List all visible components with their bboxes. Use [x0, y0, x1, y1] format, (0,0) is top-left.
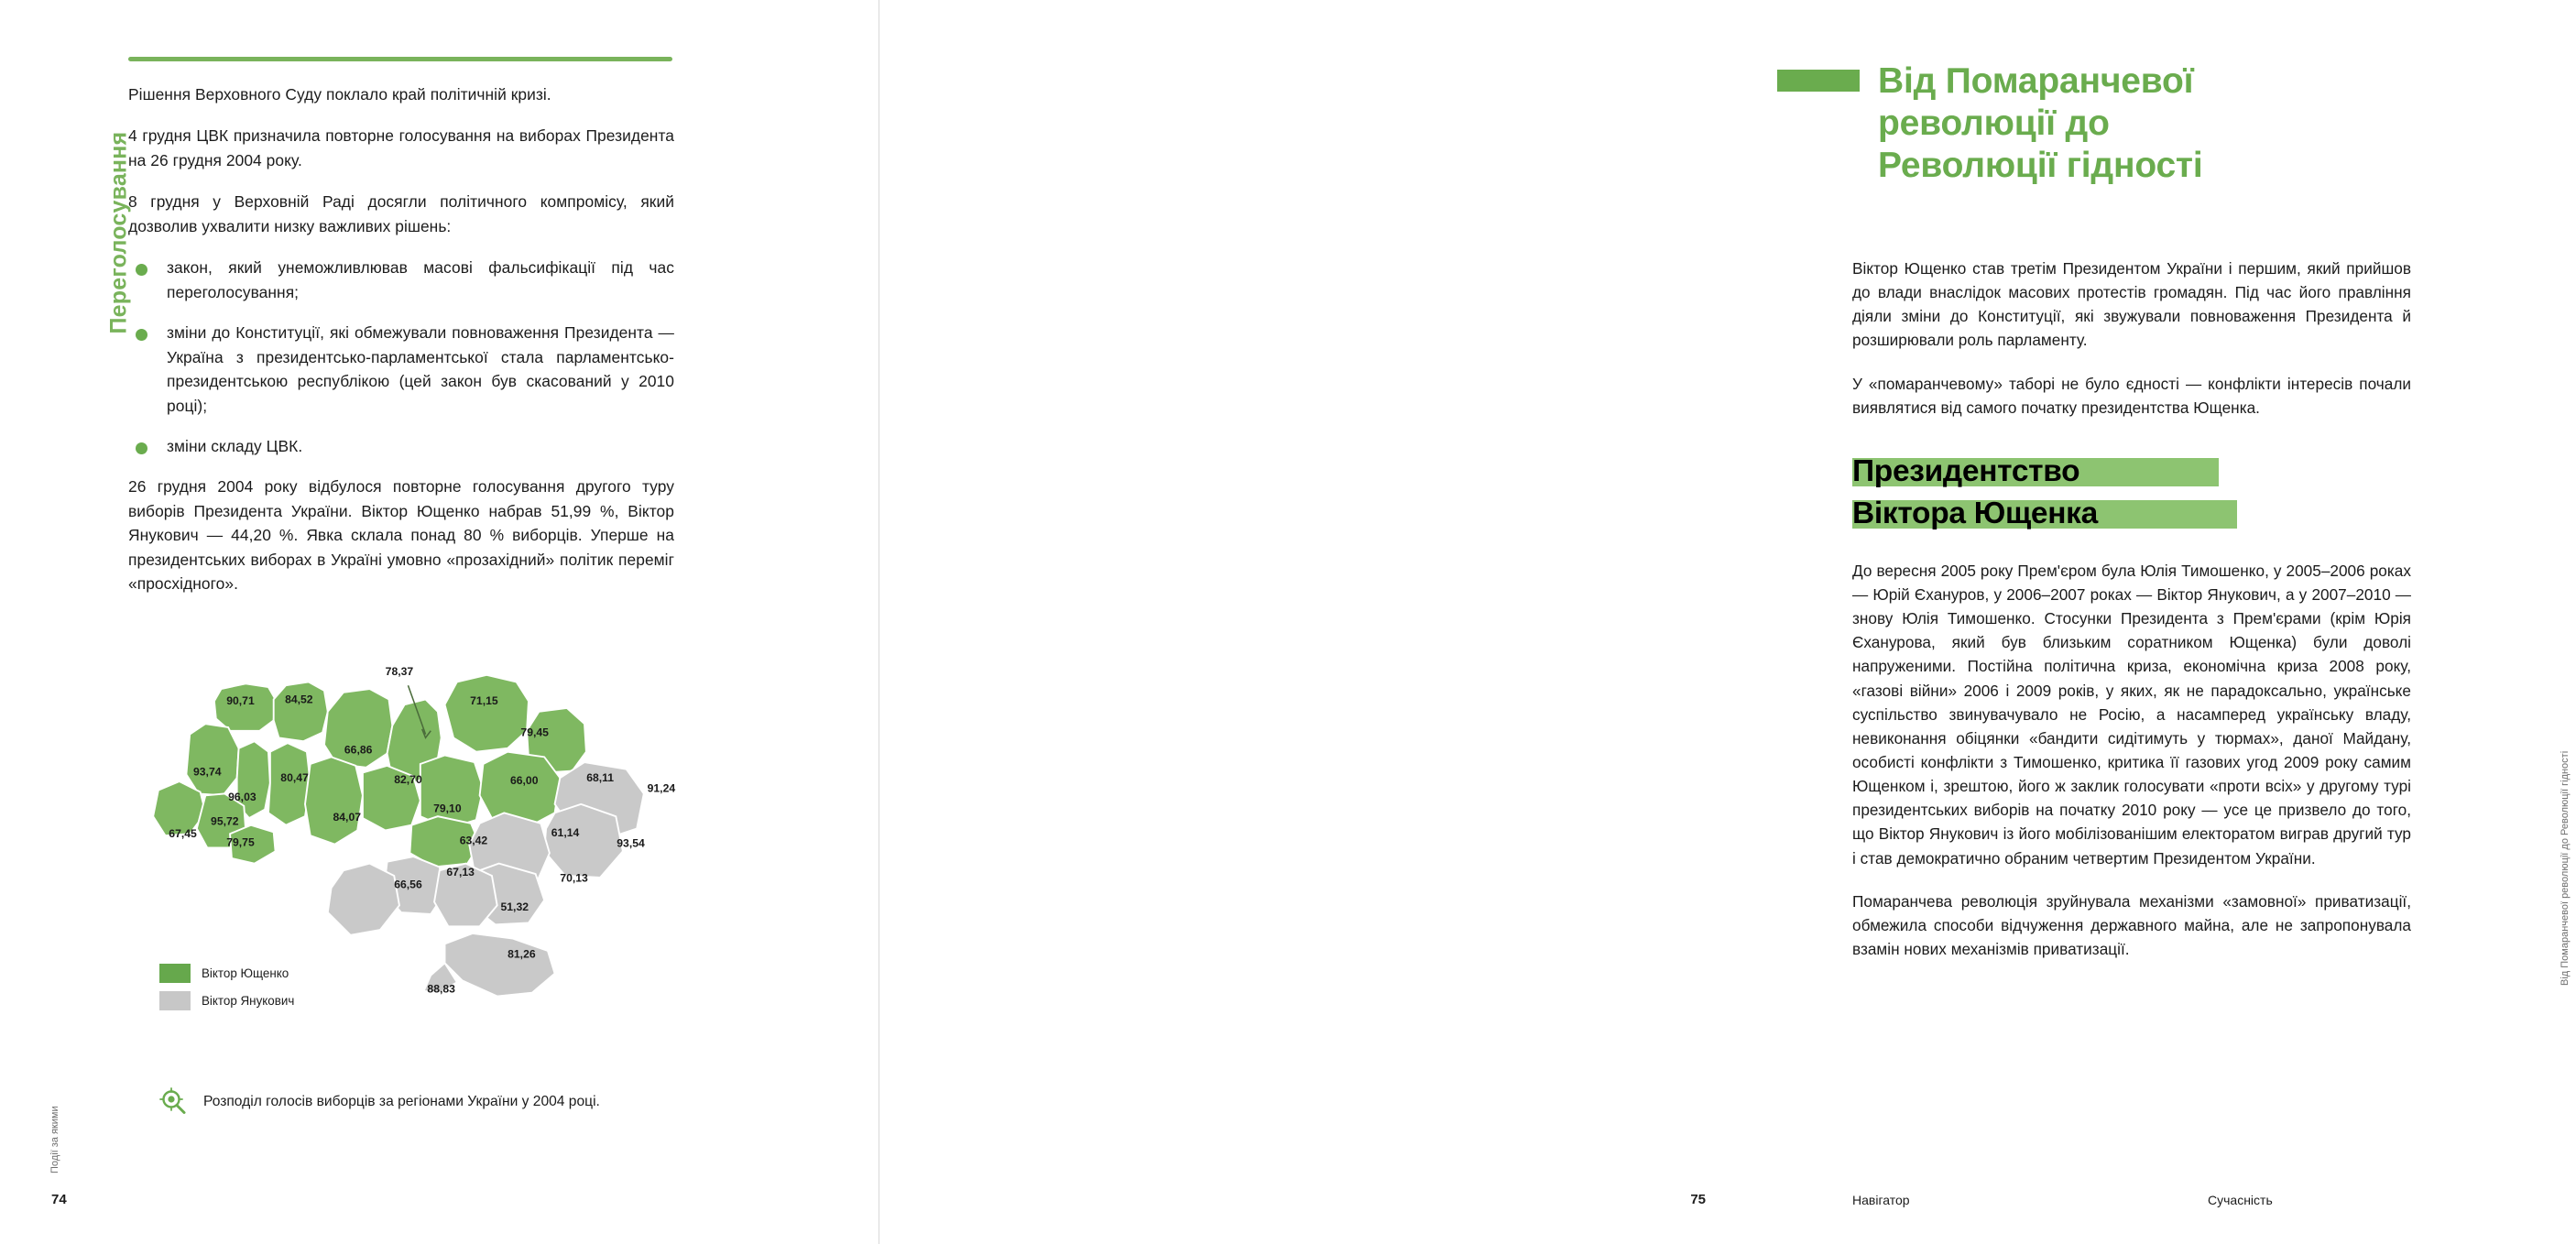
section-heading-line [1852, 453, 2310, 491]
chapter-header [1777, 60, 2290, 187]
left-side-tab-small-label: Події за якими [49, 1106, 60, 1173]
map-region-value: 91,24 [647, 781, 676, 795]
left-side-tab [90, 66, 132, 341]
figure-caption [158, 1086, 726, 1118]
right-side-tab [2554, 623, 2576, 989]
map-region-value: 93,54 [617, 836, 645, 850]
map-region-value: 66,56 [394, 878, 422, 891]
bullet-dot-icon [136, 264, 147, 276]
map-region-value: 93,74 [193, 765, 222, 779]
page-number-right: 75 [1690, 1192, 1706, 1207]
legend-label: Віктор Ющенко [202, 966, 289, 980]
map-region-value: 51,32 [500, 900, 529, 914]
map-region-value: 81,26 [508, 947, 536, 961]
list-item [128, 321, 674, 418]
left-side-tab-label: Переголосування [105, 131, 132, 334]
list-item-label: зміни складу ЦВК. [167, 436, 303, 455]
list-item-label: закон, який унеможливлював масові фальсифікації під час переголосування; [167, 258, 674, 301]
map-region-value: 79,45 [520, 726, 549, 739]
legend-label: Віктор Янукович [202, 994, 295, 1008]
paragraph: 8 грудня у Верховній Раді досягли політичного компромісу, який дозволив ухвалити низку важливих рішень: [128, 192, 674, 235]
map-region-value: 90,71 [226, 694, 255, 708]
paragraph: 26 грудня 2004 року відбулося повторне голосування другого туру виборів Президента України. Віктор Ющенко набрав 51,99 %, Віктор Янукович — 44,20 %. Явка склала понад 80 % виборців. Уперше на президентських виборах в Україні умовно «прозахідний» політик переміг «просхідного». [128, 477, 674, 594]
map-region-value: 67,45 [169, 827, 197, 841]
top-rule [128, 57, 672, 61]
right-side-tab-label: Від Помаранчевої революції до Революції гідності [2560, 750, 2571, 986]
bullet-dot-icon [136, 329, 147, 341]
header-accent-bar [1777, 70, 1860, 92]
map-region-value: 67,13 [446, 865, 475, 878]
map-region-value: 84,07 [333, 810, 361, 824]
map-region-value: 63,42 [459, 834, 488, 847]
caption-label: Розподіл голосів виборців за регіонами України у 2004 році. [203, 1094, 600, 1110]
legend-swatch-yushchenko [159, 964, 191, 983]
right-text-column [1852, 256, 2411, 980]
map-region-value: 88,83 [427, 982, 455, 996]
list-item [128, 434, 674, 458]
map-region-value: 61,14 [551, 826, 580, 840]
footer-left-label: Навігатор [1852, 1193, 1910, 1207]
magnifier-icon [158, 1086, 189, 1118]
list-item [128, 256, 674, 304]
list-item-label: зміни до Конституції, які обмежували повноваження Президента — Україна з президентсько-парламентської стала парламентсько-президентською республікою (цей закон був скасований у 2010 році); [167, 323, 674, 415]
map-region-value: 70,13 [560, 871, 588, 885]
legend-item [159, 991, 370, 1010]
map-region-value: 68,11 [586, 771, 615, 785]
section-heading-line [1852, 495, 2310, 533]
map-region-value: 79,10 [433, 802, 462, 815]
paragraph: До вересня 2005 року Прем'єром була Юлія Тимошенко, у 2005–2006 роках — Юрій Єхануров, у 2006–2007 роках — Віктор Янукович, а у 2007–2010 — знову Юлія Тимошенко. Стосунки Президента з Прем'єрами (крім Юрія Єханурова, який був близьким соратником Ющенка) були доволі напруженими. Постійна політична криза, економічна криза 2008 року, «газові війни» 2006 і 2009 років, у яких, як не парадоксально, українське суспільство звинувачувало не Росію, а насамперед українську владу, невиконання обіцянки «бандити сидітимуть у тюрмах», даної Майдану, особисті конфлікти з Тимошенко, критика її газових угод 2009 року самим Ющенком і, зрештою, його ж заклик голосувати «проти всіх» у другому турі президентських виборів на початку 2010 року — усе це призвело до того, що Віктор Янукович із його мобілізованішим електоратом виграв другий тур і став демократично обраним четвертим Президентом України. [1852, 561, 2411, 868]
map-region-value: 71,15 [470, 694, 498, 708]
paragraph: Помаранчева революція зруйнувала механізми «замовної» приватизації, обмежила способи відчуження державного майна, але не запропонувала взамін нових механізмів приватизації. [1852, 891, 2411, 958]
paragraph: 4 грудня ЦВК призначила повторне голосування на виборах Президента на 26 грудня 2004 року. [128, 126, 674, 169]
map-region-value: 79,75 [226, 835, 255, 849]
page-title: Від Помаранчевої революції до Революції гідності [1878, 61, 2203, 186]
paragraph: Рішення Верховного Суду поклало край політичній кризі. [128, 85, 551, 104]
map-region-value: 82,70 [394, 772, 422, 786]
bullet-dot-icon [136, 442, 147, 454]
page-number-left: 74 [51, 1192, 67, 1207]
map-region-value: 66,86 [344, 743, 373, 757]
legend-swatch-yanukovych [159, 991, 191, 1010]
map-region-value: 78,37 [385, 664, 414, 678]
map-region-value: 80,47 [280, 771, 309, 785]
section-heading-line2: Віктора Ющенка [1852, 496, 2098, 530]
map-region-value: 84,52 [285, 693, 313, 706]
footer-center-label: Сучасність [2208, 1193, 2273, 1207]
section-heading [1852, 453, 2310, 533]
paragraph: У «помаранчевому» таборі не було єдності — конфлікти інтересів почали виявлятися від самого початку президентства Ющенка. [1852, 374, 2411, 417]
bullet-list [128, 256, 674, 458]
paragraph: Віктор Ющенко став третім Президентом України і першим, який прийшов до влади внаслідок масових протестів громадян. Під час його правління діяли зміни до Конституції, які звужували повноваження Президента й розширювали роль парламенту. [1852, 259, 2411, 350]
legend-item [159, 964, 370, 983]
left-page [0, 0, 879, 1244]
left-text-column [128, 82, 674, 614]
map-region-value: 66,00 [509, 773, 539, 787]
section-heading-line1: Президентство [1852, 453, 2080, 488]
right-page [879, 0, 2571, 1244]
map-region-value: 95,72 [211, 814, 239, 828]
map-region-value: 96,03 [228, 791, 257, 804]
map-legend [159, 964, 370, 1019]
